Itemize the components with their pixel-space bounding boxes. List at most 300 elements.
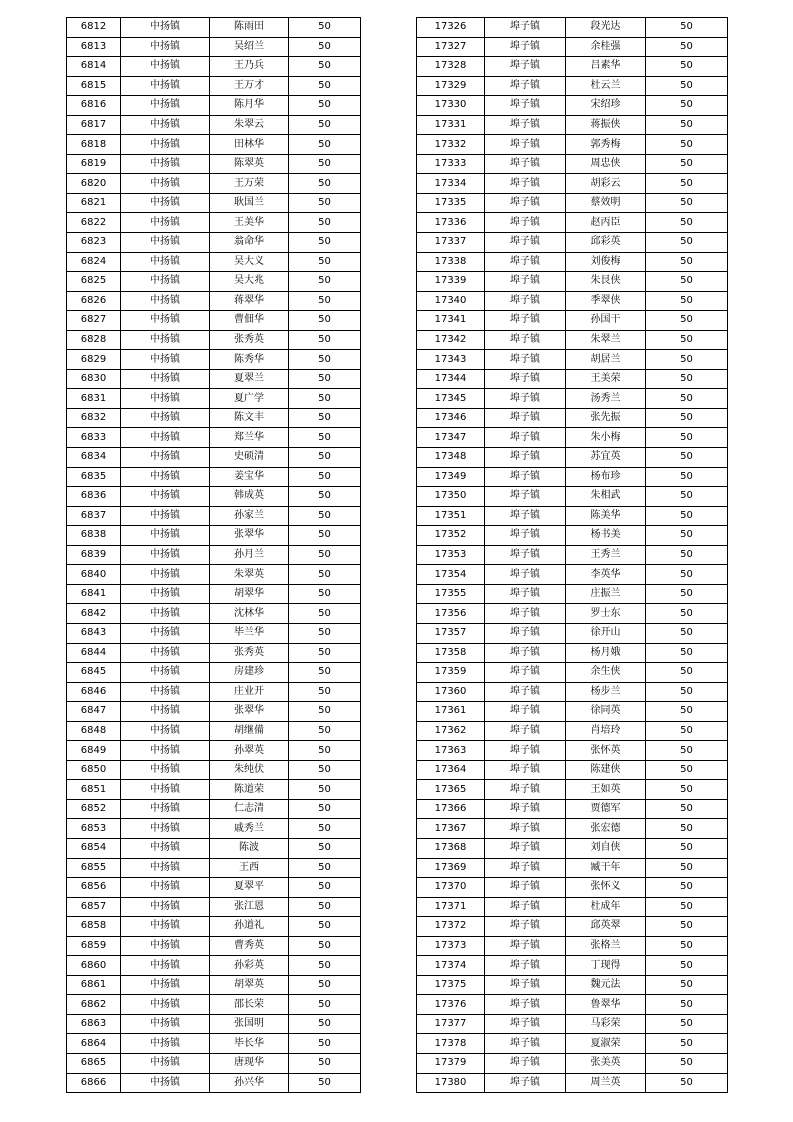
cell-town: 埠子镇 (485, 838, 566, 858)
cell-number: 6858 (67, 917, 121, 937)
cell-name: 陈秀华 (210, 350, 289, 370)
cell-number: 17365 (417, 780, 485, 800)
table-row (417, 193, 728, 213)
cell-amount: 50 (646, 193, 728, 213)
table-row (67, 272, 361, 292)
cell-town: 埠子镇 (485, 135, 566, 155)
cell-town: 中扬镇 (121, 741, 210, 761)
cell-town: 埠子镇 (485, 115, 566, 135)
table-row (417, 57, 728, 77)
cell-name: 徐开山 (566, 623, 646, 643)
cell-town: 埠子镇 (485, 799, 566, 819)
cell-number: 6824 (67, 252, 121, 272)
cell-amount: 50 (289, 565, 361, 585)
cell-amount: 50 (646, 428, 728, 448)
cell-number: 6832 (67, 408, 121, 428)
cell-name: 陈月华 (210, 96, 289, 116)
cell-number: 17355 (417, 584, 485, 604)
cell-number: 17347 (417, 428, 485, 448)
cell-town: 埠子镇 (485, 584, 566, 604)
table-row (417, 956, 728, 976)
cell-amount: 50 (646, 115, 728, 135)
cell-number: 6816 (67, 96, 121, 116)
cell-amount: 50 (289, 487, 361, 507)
cell-name: 张美英 (566, 1053, 646, 1073)
table-row (417, 917, 728, 937)
cell-name: 张秀英 (210, 643, 289, 663)
cell-name: 徐同英 (566, 702, 646, 722)
cell-number: 17353 (417, 545, 485, 565)
cell-number: 17368 (417, 838, 485, 858)
cell-amount: 50 (289, 741, 361, 761)
table-row (417, 448, 728, 468)
cell-number: 17379 (417, 1053, 485, 1073)
cell-name: 张国明 (210, 1014, 289, 1034)
cell-number: 6827 (67, 311, 121, 331)
cell-number: 17354 (417, 565, 485, 585)
table-row (67, 526, 361, 546)
table-row (67, 780, 361, 800)
table-row (67, 428, 361, 448)
cell-number: 17367 (417, 819, 485, 839)
cell-number: 17327 (417, 37, 485, 57)
table-row (417, 213, 728, 233)
cell-town: 埠子镇 (485, 526, 566, 546)
cell-name: 吴大兆 (210, 272, 289, 292)
table-row (67, 467, 361, 487)
cell-name: 沈林华 (210, 604, 289, 624)
cell-town: 埠子镇 (485, 1073, 566, 1093)
cell-town: 中扬镇 (121, 389, 210, 409)
cell-amount: 50 (646, 780, 728, 800)
cell-name: 陈建侠 (566, 760, 646, 780)
cell-name: 曹佃华 (210, 311, 289, 331)
cell-name: 苏宜英 (566, 448, 646, 468)
table-row (67, 995, 361, 1015)
cell-number: 17363 (417, 741, 485, 761)
cell-number: 17378 (417, 1034, 485, 1054)
cell-name: 毕长华 (210, 1034, 289, 1054)
cell-name: 贾德军 (566, 799, 646, 819)
cell-amount: 50 (289, 135, 361, 155)
cell-amount: 50 (646, 272, 728, 292)
cell-number: 6861 (67, 975, 121, 995)
cell-number: 17375 (417, 975, 485, 995)
cell-number: 6826 (67, 291, 121, 311)
cell-number: 6860 (67, 956, 121, 976)
cell-town: 中扬镇 (121, 682, 210, 702)
cell-town: 埠子镇 (485, 702, 566, 722)
cell-number: 17373 (417, 936, 485, 956)
cell-name: 蔡效明 (566, 193, 646, 213)
cell-number: 17364 (417, 760, 485, 780)
table-row (67, 721, 361, 741)
cell-name: 鲁翠华 (566, 995, 646, 1015)
cell-name: 宋绍珍 (566, 96, 646, 116)
cell-town: 埠子镇 (485, 487, 566, 507)
cell-town: 埠子镇 (485, 311, 566, 331)
table-row (67, 799, 361, 819)
table-row (417, 1053, 728, 1073)
cell-amount: 50 (646, 408, 728, 428)
cell-name: 季翠侠 (566, 291, 646, 311)
cell-amount: 50 (646, 350, 728, 370)
cell-number: 6852 (67, 799, 121, 819)
cell-town: 中扬镇 (121, 838, 210, 858)
table-row (67, 448, 361, 468)
cell-amount: 50 (646, 838, 728, 858)
table-row (67, 135, 361, 155)
cell-name: 王美荣 (566, 369, 646, 389)
cell-town: 埠子镇 (485, 682, 566, 702)
cell-number: 17328 (417, 57, 485, 77)
table-row (67, 487, 361, 507)
table-row (417, 721, 728, 741)
table-row (67, 917, 361, 937)
cell-town: 埠子镇 (485, 506, 566, 526)
cell-amount: 50 (646, 330, 728, 350)
cell-amount: 50 (289, 799, 361, 819)
cell-number: 17357 (417, 623, 485, 643)
cell-number: 6853 (67, 819, 121, 839)
cell-amount: 50 (289, 467, 361, 487)
cell-town: 埠子镇 (485, 545, 566, 565)
cell-amount: 50 (289, 643, 361, 663)
cell-name: 耿国兰 (210, 193, 289, 213)
cell-name: 邱彩英 (566, 233, 646, 253)
cell-name: 陈雨田 (210, 18, 289, 38)
cell-name: 王如英 (566, 780, 646, 800)
table-row (417, 272, 728, 292)
cell-number: 17352 (417, 526, 485, 546)
cell-number: 17371 (417, 897, 485, 917)
cell-number: 6812 (67, 18, 121, 38)
cell-amount: 50 (289, 604, 361, 624)
cell-amount: 50 (289, 448, 361, 468)
cell-town: 埠子镇 (485, 408, 566, 428)
cell-name: 刘自侠 (566, 838, 646, 858)
cell-number: 17362 (417, 721, 485, 741)
cell-name: 吕素华 (566, 57, 646, 77)
cell-name: 段光达 (566, 18, 646, 38)
cell-number: 17329 (417, 76, 485, 96)
cell-amount: 50 (646, 975, 728, 995)
cell-name: 杜成年 (566, 897, 646, 917)
table-row (417, 252, 728, 272)
cell-name: 郭秀梅 (566, 135, 646, 155)
table-row (417, 18, 728, 38)
cell-town: 中扬镇 (121, 604, 210, 624)
cell-town: 中扬镇 (121, 311, 210, 331)
cell-town: 中扬镇 (121, 623, 210, 643)
table-row (67, 741, 361, 761)
cell-number: 6823 (67, 233, 121, 253)
cell-amount: 50 (646, 311, 728, 331)
cell-amount: 50 (289, 858, 361, 878)
cell-town: 埠子镇 (485, 57, 566, 77)
left-table (66, 17, 361, 1093)
right-table (416, 17, 728, 1093)
cell-name: 陈文丰 (210, 408, 289, 428)
cell-amount: 50 (289, 1014, 361, 1034)
cell-name: 夏广学 (210, 389, 289, 409)
cell-town: 中扬镇 (121, 780, 210, 800)
cell-amount: 50 (289, 545, 361, 565)
cell-amount: 50 (289, 760, 361, 780)
cell-town: 埠子镇 (485, 18, 566, 38)
cell-town: 中扬镇 (121, 272, 210, 292)
cell-town: 埠子镇 (485, 1014, 566, 1034)
cell-amount: 50 (646, 741, 728, 761)
table-row (417, 995, 728, 1015)
table-row (67, 193, 361, 213)
cell-name: 韩成英 (210, 487, 289, 507)
table-row (67, 174, 361, 194)
cell-amount: 50 (646, 663, 728, 683)
cell-amount: 50 (646, 858, 728, 878)
table-row (67, 819, 361, 839)
cell-number: 17337 (417, 233, 485, 253)
cell-name: 胡翠华 (210, 584, 289, 604)
cell-name: 陈美华 (566, 506, 646, 526)
cell-number: 17338 (417, 252, 485, 272)
cell-number: 17336 (417, 213, 485, 233)
cell-town: 埠子镇 (485, 975, 566, 995)
cell-amount: 50 (289, 272, 361, 292)
cell-name: 陈道荣 (210, 780, 289, 800)
table-row (417, 897, 728, 917)
cell-number: 6840 (67, 565, 121, 585)
cell-name: 杨月娥 (566, 643, 646, 663)
cell-name: 张格兰 (566, 936, 646, 956)
cell-town: 埠子镇 (485, 428, 566, 448)
cell-amount: 50 (646, 369, 728, 389)
cell-town: 中扬镇 (121, 565, 210, 585)
table-row (67, 584, 361, 604)
cell-number: 17331 (417, 115, 485, 135)
cell-amount: 50 (646, 1073, 728, 1093)
cell-amount: 50 (646, 467, 728, 487)
cell-town: 中扬镇 (121, 291, 210, 311)
table-row (67, 702, 361, 722)
cell-town: 中扬镇 (121, 1034, 210, 1054)
cell-name: 朱相武 (566, 487, 646, 507)
cell-number: 6856 (67, 878, 121, 898)
cell-number: 17350 (417, 487, 485, 507)
cell-name: 孙道礼 (210, 917, 289, 937)
cell-amount: 50 (646, 389, 728, 409)
cell-name: 夏淑荣 (566, 1034, 646, 1054)
table-row (417, 330, 728, 350)
cell-amount: 50 (646, 995, 728, 1015)
cell-amount: 50 (646, 76, 728, 96)
cell-town: 中扬镇 (121, 995, 210, 1015)
cell-amount: 50 (646, 897, 728, 917)
cell-number: 17370 (417, 878, 485, 898)
cell-name: 张先振 (566, 408, 646, 428)
cell-amount: 50 (289, 37, 361, 57)
cell-number: 6838 (67, 526, 121, 546)
cell-name: 杜云兰 (566, 76, 646, 96)
cell-town: 埠子镇 (485, 448, 566, 468)
cell-number: 17341 (417, 311, 485, 331)
cell-name: 胡居兰 (566, 350, 646, 370)
cell-name: 王秀兰 (566, 545, 646, 565)
cell-town: 埠子镇 (485, 193, 566, 213)
table-row (417, 838, 728, 858)
cell-amount: 50 (646, 643, 728, 663)
table-row (67, 350, 361, 370)
cell-number: 17372 (417, 917, 485, 937)
cell-number: 6841 (67, 584, 121, 604)
cell-number: 17333 (417, 154, 485, 174)
table-row (417, 584, 728, 604)
cell-town: 埠子镇 (485, 213, 566, 233)
cell-amount: 50 (646, 878, 728, 898)
table-row (417, 878, 728, 898)
cell-name: 庄业开 (210, 682, 289, 702)
table-row (67, 57, 361, 77)
cell-town: 埠子镇 (485, 233, 566, 253)
cell-amount: 50 (289, 389, 361, 409)
cell-amount: 50 (646, 623, 728, 643)
cell-town: 中扬镇 (121, 57, 210, 77)
cell-name: 陈波 (210, 838, 289, 858)
cell-town: 中扬镇 (121, 506, 210, 526)
cell-town: 中扬镇 (121, 721, 210, 741)
cell-number: 6814 (67, 57, 121, 77)
cell-town: 中扬镇 (121, 799, 210, 819)
cell-amount: 50 (289, 233, 361, 253)
cell-amount: 50 (289, 213, 361, 233)
cell-name: 孙国干 (566, 311, 646, 331)
cell-number: 17377 (417, 1014, 485, 1034)
cell-amount: 50 (289, 721, 361, 741)
cell-amount: 50 (289, 995, 361, 1015)
cell-town: 中扬镇 (121, 135, 210, 155)
cell-name: 胡翠英 (210, 975, 289, 995)
cell-town: 埠子镇 (485, 350, 566, 370)
cell-number: 6851 (67, 780, 121, 800)
cell-name: 余桂强 (566, 37, 646, 57)
table-row (67, 1014, 361, 1034)
table-row (417, 506, 728, 526)
table-row (417, 291, 728, 311)
cell-name: 周兰英 (566, 1073, 646, 1093)
cell-town: 中扬镇 (121, 663, 210, 683)
cell-amount: 50 (289, 57, 361, 77)
table-row (417, 682, 728, 702)
cell-amount: 50 (646, 526, 728, 546)
cell-town: 中扬镇 (121, 702, 210, 722)
cell-number: 6857 (67, 897, 121, 917)
table-row (417, 115, 728, 135)
cell-number: 17335 (417, 193, 485, 213)
cell-name: 朱翠英 (210, 565, 289, 585)
cell-name: 毕兰华 (210, 623, 289, 643)
cell-name: 罗士东 (566, 604, 646, 624)
cell-name: 赵丙臣 (566, 213, 646, 233)
cell-town: 埠子镇 (485, 1034, 566, 1054)
cell-name: 孙月兰 (210, 545, 289, 565)
cell-town: 中扬镇 (121, 858, 210, 878)
cell-town: 中扬镇 (121, 897, 210, 917)
cell-name: 庄振兰 (566, 584, 646, 604)
cell-name: 杨书美 (566, 526, 646, 546)
cell-name: 张翠华 (210, 526, 289, 546)
cell-amount: 50 (289, 956, 361, 976)
cell-name: 臧干年 (566, 858, 646, 878)
cell-amount: 50 (646, 565, 728, 585)
table-row (417, 311, 728, 331)
cell-amount: 50 (646, 545, 728, 565)
table-row (67, 1073, 361, 1093)
cell-town: 中扬镇 (121, 193, 210, 213)
table-row (67, 389, 361, 409)
cell-name: 杨布珍 (566, 467, 646, 487)
cell-number: 17369 (417, 858, 485, 878)
cell-amount: 50 (289, 819, 361, 839)
cell-name: 唐现华 (210, 1053, 289, 1073)
cell-number: 6848 (67, 721, 121, 741)
table-row (67, 838, 361, 858)
cell-name: 张秀英 (210, 330, 289, 350)
cell-town: 埠子镇 (485, 858, 566, 878)
cell-name: 王美华 (210, 213, 289, 233)
table-row (67, 291, 361, 311)
cell-town: 中扬镇 (121, 487, 210, 507)
table-row (417, 936, 728, 956)
cell-town: 埠子镇 (485, 330, 566, 350)
table-row (417, 1034, 728, 1054)
cell-amount: 50 (289, 96, 361, 116)
cell-name: 田林华 (210, 135, 289, 155)
cell-amount: 50 (646, 1034, 728, 1054)
cell-name: 王万才 (210, 76, 289, 96)
table-row (67, 115, 361, 135)
cell-name: 夏翠兰 (210, 369, 289, 389)
cell-number: 17349 (417, 467, 485, 487)
cell-amount: 50 (289, 878, 361, 898)
table-row (67, 956, 361, 976)
cell-amount: 50 (646, 154, 728, 174)
cell-amount: 50 (289, 115, 361, 135)
cell-name: 朱艮侠 (566, 272, 646, 292)
cell-number: 6831 (67, 389, 121, 409)
cell-amount: 50 (646, 506, 728, 526)
cell-town: 埠子镇 (485, 760, 566, 780)
table-row (67, 975, 361, 995)
table-row (67, 1053, 361, 1073)
cell-number: 17340 (417, 291, 485, 311)
cell-amount: 50 (646, 57, 728, 77)
table-row (67, 233, 361, 253)
cell-town: 中扬镇 (121, 917, 210, 937)
table-row (417, 369, 728, 389)
cell-town: 埠子镇 (485, 291, 566, 311)
cell-name: 周忠侠 (566, 154, 646, 174)
cell-amount: 50 (646, 1053, 728, 1073)
table-row (417, 76, 728, 96)
cell-name: 吴大义 (210, 252, 289, 272)
cell-name: 胡彩云 (566, 174, 646, 194)
cell-amount: 50 (289, 780, 361, 800)
table-row (67, 96, 361, 116)
cell-name: 朱翠云 (210, 115, 289, 135)
cell-number: 6862 (67, 995, 121, 1015)
cell-town: 埠子镇 (485, 917, 566, 937)
cell-name: 戚秀兰 (210, 819, 289, 839)
